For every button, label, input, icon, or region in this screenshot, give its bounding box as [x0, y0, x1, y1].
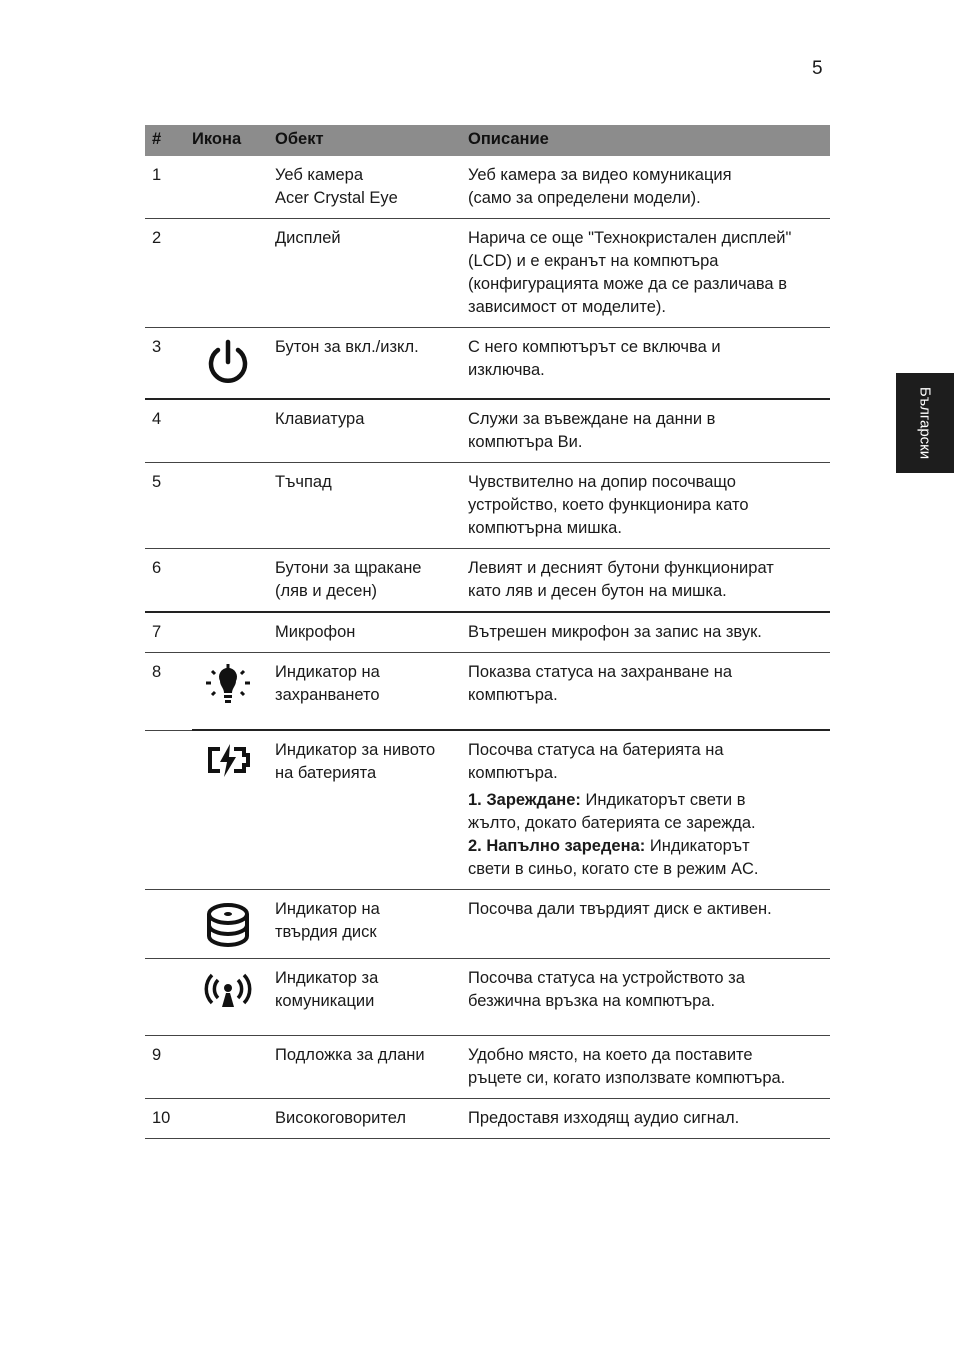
row-icon-cell — [192, 730, 275, 890]
description-line: устройство, което функционира като — [468, 496, 749, 514]
charging-line — [468, 789, 826, 812]
row-num: 6 — [145, 549, 192, 613]
row-icon-cell — [192, 890, 275, 959]
full-line — [468, 835, 826, 858]
wireless-indicator-icon — [200, 969, 256, 1019]
row-description — [468, 890, 830, 959]
description-line: като ляв и десен бутон на мишка. — [468, 582, 727, 600]
row-icon-cell — [192, 959, 275, 1036]
row-icon-cell — [192, 463, 275, 549]
object-line: Дисплей — [275, 229, 341, 247]
row-num: 5 — [145, 463, 192, 549]
description-line: Вътрешен микрофон за запис на звук. — [468, 623, 762, 641]
language-tab — [896, 373, 954, 473]
full-label: 2. Напълно заредена: — [468, 837, 646, 855]
row-object — [275, 219, 468, 328]
row-description — [468, 653, 830, 731]
row-icon-cell — [192, 219, 275, 328]
row-object — [275, 328, 468, 400]
object-line: на батерията — [275, 764, 377, 782]
object-line: Индикатор за нивото — [275, 741, 436, 759]
row-description — [468, 328, 830, 400]
object-line: твърдия диск — [275, 923, 377, 941]
object-line: Индикатор на — [275, 663, 380, 681]
object-line: Тъчпад — [275, 473, 332, 491]
description-line: компютъра. — [468, 764, 558, 782]
charging-text: Индикаторът свети в — [585, 791, 746, 809]
object-line: Бутон за вкл./изкл. — [275, 338, 419, 356]
description-line: свети в синьо, когато сте в режим AC. — [468, 860, 759, 878]
row-object — [275, 612, 468, 653]
header-description: Описание — [468, 125, 830, 156]
row-object — [275, 463, 468, 549]
row-object — [275, 1036, 468, 1099]
description-line: (само за определени модели). — [468, 189, 701, 207]
table-row — [145, 612, 830, 653]
row-num: 10 — [145, 1099, 192, 1139]
description-line: Чувствително на допир посочващо — [468, 473, 736, 491]
description-line: Удобно място, на което да поставите — [468, 1046, 753, 1064]
table-row — [145, 463, 830, 549]
row-num-empty — [145, 730, 192, 890]
table-row — [145, 959, 830, 1036]
description-line: Уеб камера за видео комуникация — [468, 166, 732, 184]
description-line: Посочва статуса на устройството за — [468, 969, 745, 987]
description-line: компютъра Ви. — [468, 433, 583, 451]
row-num-empty — [145, 959, 192, 1036]
row-num: 2 — [145, 219, 192, 328]
row-icon-cell — [192, 1036, 275, 1099]
full-text: Индикаторът — [649, 837, 750, 855]
row-num: 9 — [145, 1036, 192, 1099]
object-line: Индикатор за — [275, 969, 379, 987]
description-line: безжична връзка на компютъра. — [468, 992, 716, 1010]
row-object — [275, 730, 468, 890]
description-line: С него компютърът се включва и — [468, 338, 721, 356]
row-description — [468, 219, 830, 328]
row-description — [468, 399, 830, 463]
row-object — [275, 156, 468, 219]
object-line: Индикатор на — [275, 900, 380, 918]
description-line: ръцете си, когато използвате компютъра. — [468, 1069, 786, 1087]
table-row — [145, 156, 830, 219]
object-line: Подложка за длани — [275, 1046, 425, 1064]
object-line: Acer Crystal Eye — [275, 189, 398, 207]
row-icon-cell — [192, 1099, 275, 1139]
table-row — [145, 399, 830, 463]
power-icon — [200, 338, 256, 388]
row-num: 1 — [145, 156, 192, 219]
row-num: 8 — [145, 653, 192, 731]
description-line: компютъра. — [468, 686, 558, 704]
object-line: Високоговорител — [275, 1109, 407, 1127]
object-line: Уеб камера — [275, 166, 364, 184]
row-description — [468, 730, 830, 890]
row-icon-cell — [192, 399, 275, 463]
row-description — [468, 463, 830, 549]
description-line: Посочва дали твърдият диск е активен. — [468, 900, 772, 918]
object-line: комуникации — [275, 992, 375, 1010]
row-icon-cell — [192, 549, 275, 613]
row-num: 4 — [145, 399, 192, 463]
row-object — [275, 959, 468, 1036]
header-object: Обект — [275, 125, 468, 156]
description-line: Служи за въвеждане на данни в — [468, 410, 716, 428]
table-row — [145, 730, 830, 890]
object-line: (ляв и десен) — [275, 582, 378, 600]
table-row — [145, 890, 830, 959]
row-description — [468, 1036, 830, 1099]
table-header-row — [145, 125, 830, 156]
row-icon-cell — [192, 156, 275, 219]
row-description — [468, 612, 830, 653]
row-description — [468, 549, 830, 613]
table-row — [145, 549, 830, 613]
language-tab-label: Български — [916, 386, 934, 460]
components-table — [145, 125, 830, 1139]
row-num: 3 — [145, 328, 192, 400]
row-object — [275, 653, 468, 731]
object-line: Микрофон — [275, 623, 356, 641]
row-description — [468, 1099, 830, 1139]
row-object — [275, 1099, 468, 1139]
table-row — [145, 219, 830, 328]
description-line: жълто, докато батерията се зарежда. — [468, 814, 756, 832]
row-description — [468, 959, 830, 1036]
description-line: Посочва статуса на батерията на — [468, 741, 724, 759]
description-line: (конфигурацията може да се различава в — [468, 275, 787, 293]
power-indicator-icon — [200, 663, 256, 713]
table-row — [145, 1099, 830, 1139]
battery-indicator-icon — [200, 741, 256, 791]
charging-label: 1. Зареждане: — [468, 791, 581, 809]
page-number: 5 — [812, 58, 823, 79]
table-row — [145, 328, 830, 400]
description-line: изключва. — [468, 361, 545, 379]
row-icon-cell — [192, 653, 275, 731]
table-row — [145, 1036, 830, 1099]
object-line: Бутони за щракане — [275, 559, 422, 577]
object-line: Клавиатура — [275, 410, 365, 428]
header-num: # — [145, 125, 192, 156]
row-object — [275, 549, 468, 613]
row-icon-cell — [192, 328, 275, 400]
description-line: Левият и десният бутони функционират — [468, 559, 774, 577]
description-line: зависимост от моделите). — [468, 298, 666, 316]
row-num: 7 — [145, 612, 192, 653]
table-row — [145, 653, 830, 731]
header-icon: Икона — [192, 125, 275, 156]
description-line: (LCD) и е екранът на компютъра — [468, 252, 719, 270]
row-num-empty — [145, 890, 192, 959]
object-line: захранването — [275, 686, 380, 704]
description-line: компютърна мишка. — [468, 519, 622, 537]
row-icon-cell — [192, 612, 275, 653]
hdd-indicator-icon — [200, 900, 256, 950]
row-object — [275, 399, 468, 463]
description-line: Показва статуса на захранване на — [468, 663, 733, 681]
description-line: Нарича се още "Технокристален дисплей" — [468, 229, 792, 247]
row-object — [275, 890, 468, 959]
description-line: Предоставя изходящ аудио сигнал. — [468, 1109, 740, 1127]
row-description — [468, 156, 830, 219]
